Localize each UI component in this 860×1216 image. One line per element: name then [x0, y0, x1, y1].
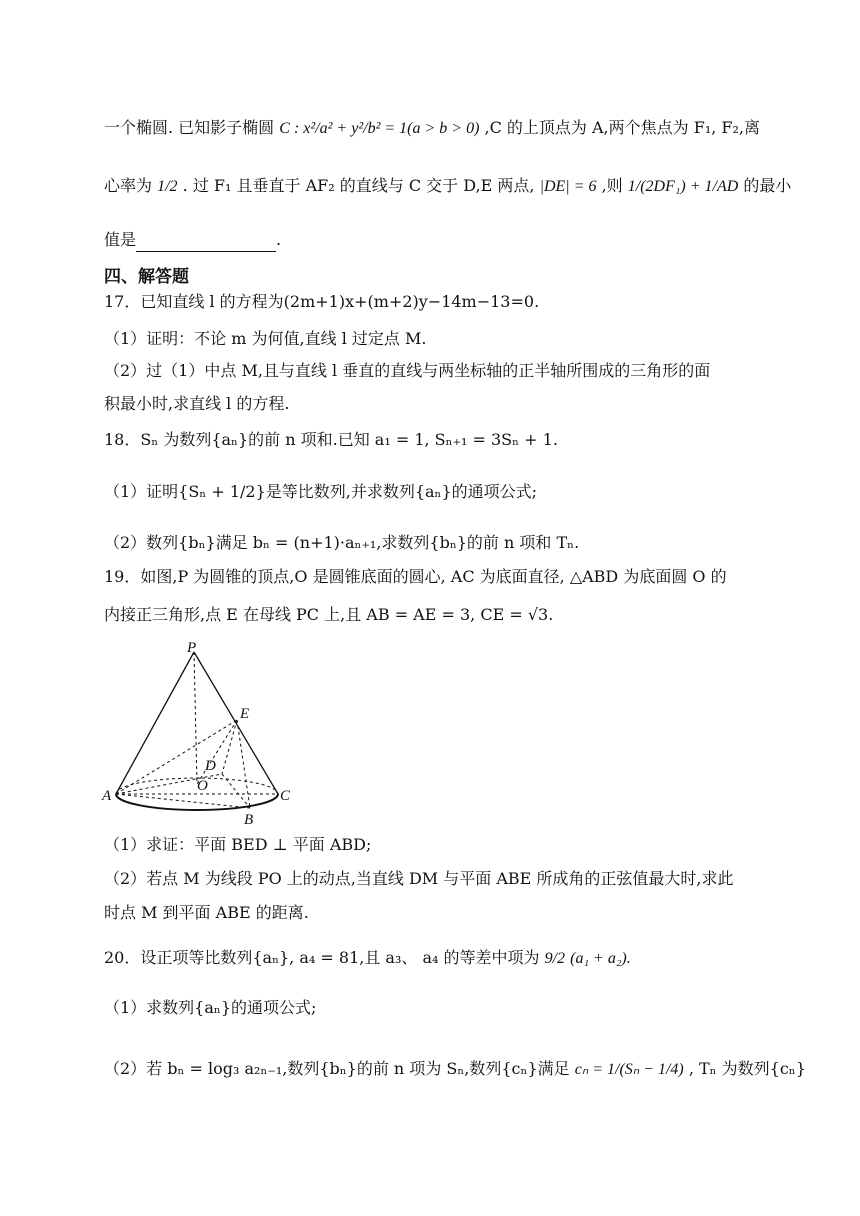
label-o: O: [197, 778, 208, 794]
q19-part2a: （2）若点 M 为线段 PO 上的动点,当直线 DM 与平面 ABE 所成角的正弦值最大时,求此: [104, 869, 734, 888]
q20-part2: [104, 1057, 806, 1082]
q20-stem: [104, 946, 631, 971]
section-title: 四、解答题: [104, 267, 189, 287]
segment-eo: [197, 720, 237, 784]
q17-part2a: （2）过（1）中点 M,且与直线 l 垂直的直线与两坐标轴的正半轴所围成的三角形的面: [104, 361, 711, 380]
answer-blank[interactable]: [136, 235, 276, 252]
label-b: B: [244, 812, 254, 828]
q20-part2-text-end: , Tₙ 为数列{cₙ}: [688, 1059, 806, 1078]
q16-text-3: 心率为: [104, 176, 153, 195]
q16-text-4: . 过 F₁ 且垂直于 AF₂ 的直线与 C 交于 D,E 两点,: [182, 176, 535, 195]
q16-text-6: 的最小: [743, 176, 792, 195]
q16-text-5: ,则: [601, 176, 623, 195]
q16-text-2: ,C 的上顶点为 A,两个焦点为 F₁, F₂,离: [484, 118, 761, 137]
q20-stem-expr: (a₁ + a₂).: [570, 950, 631, 967]
cn-definition: cₙ = 1/(Sₙ − 1/4): [574, 1061, 684, 1078]
target-expression: 1/(2DF₁) + 1/AD: [627, 178, 739, 195]
label-a: A: [102, 788, 112, 804]
de-length: |DE| = 6: [539, 178, 597, 195]
q17-part2b: 积最小时,求直线 l 的方程.: [104, 394, 290, 413]
q18-part1: （1）证明{Sₙ + 1/2}是等比数列,并求数列{aₙ}的通项公式;: [104, 482, 538, 501]
q20-stem-text: 20．设正项等比数列{aₙ}, a₄ = 81,且 a₃、 a₄ 的等差中项为: [104, 948, 540, 967]
q16-text-7: 值是: [104, 230, 137, 249]
q16-text-1: 一个椭圆. 已知影子椭圆: [104, 118, 275, 137]
q17-part1: （1）证明：不论 m 为何值,直线 l 过定点 M.: [104, 329, 427, 348]
label-p: P: [187, 640, 197, 656]
segment-db: [222, 774, 250, 808]
label-d: D: [205, 758, 216, 774]
eccentricity-value: 1/2: [157, 178, 178, 195]
q20-part2-text: （2）若 bₙ = log₃ a₂ₙ₋₁,数列{bₙ}的前 n 项为 Sₙ,数列{cₙ}满足: [104, 1059, 570, 1078]
q19-part1: （1）求证：平面 BED ⊥ 平面 ABD;: [104, 835, 372, 854]
height-po: [194, 652, 197, 784]
q16-line3: 值是 .: [104, 228, 281, 252]
segment-ab: [116, 794, 250, 808]
q20-part1: （1）求数列{aₙ}的通项公式;: [104, 998, 317, 1017]
q16-line2: [104, 174, 791, 199]
q18-part2: （2）数列{bₙ}满足 bₙ = (n+1)·aₙ₊₁,求数列{bₙ}的前 n 项和 Tₙ.: [104, 533, 580, 552]
q20-fraction: 9/2: [544, 950, 566, 967]
cone-figure: [100, 638, 290, 830]
q17-stem: 17．已知直线 l 的方程为(2m+1)x+(m+2)y−14m−13=0.: [104, 292, 540, 311]
label-e: E: [240, 706, 250, 722]
label-c: C: [280, 788, 290, 804]
q16-line1: [104, 116, 760, 141]
q19-part2b: 时点 M 到平面 ABE 的距离.: [104, 903, 309, 922]
q18-stem: 18．Sₙ 为数列{aₙ}的前 n 项和.已知 a₁ = 1, Sₙ₊₁ = 3Sₙ + 1.: [104, 430, 558, 449]
generatrix-pa: [116, 652, 194, 794]
q19-stem1: 19．如图,P 为圆锥的顶点,O 是圆锥底面的圆心, AC 为底面直径, △ABD 为底面圆 O 的: [104, 567, 727, 586]
q19-stem2: 内接正三角形,点 E 在母线 PC 上,且 AB = AE = 3, CE = √3.: [104, 605, 554, 624]
ellipse-equation: C : x²/a² + y²/b² = 1(a > b > 0): [279, 120, 480, 137]
